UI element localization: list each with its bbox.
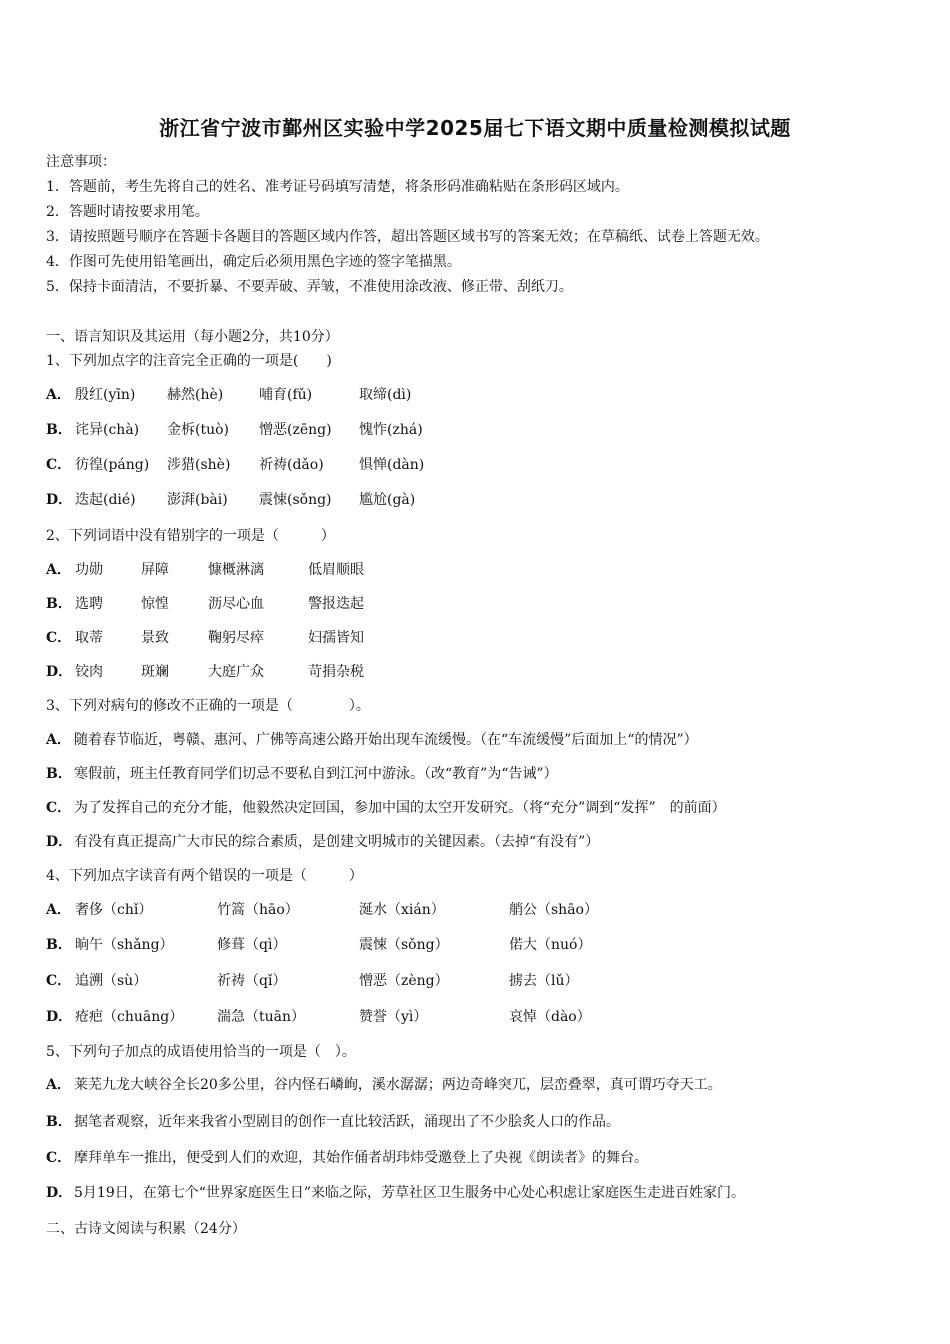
option-cell: 哀悼（dào） (509, 1009, 591, 1025)
option-cell: 大庭广众 (208, 664, 264, 680)
option-label: B． (46, 596, 72, 612)
option-cell: 惧惮(dàn) (359, 457, 425, 473)
question-stem: 1、下列加点字的注音完全正确的一项是( ) (46, 353, 332, 369)
option-cell: 掳去（lǔ） (509, 973, 579, 989)
option-cell: 涎水（xián） (359, 902, 445, 918)
option-cell: 尴尬(gà) (359, 492, 416, 508)
option-cell: 鞠躬尽瘁 (208, 630, 264, 646)
option-label: A． (46, 1077, 71, 1093)
option-label: C． (46, 457, 72, 473)
option-cell: 迭起(dié) (75, 492, 136, 508)
section-heading: 二、古诗文阅读与积累（24分） (46, 1221, 246, 1237)
option-cell: 诧异(chà) (75, 422, 140, 438)
option-text: 寒假前，班主任教育同学们切忌不要私自到江河中游泳。（改“教育”为“告诫”） (74, 766, 558, 782)
option-cell: 选聘 (75, 596, 103, 612)
option-cell: 疮疤（chuāng） (75, 1009, 184, 1025)
option-label: A． (46, 902, 71, 918)
notice-item: 2．答题时请按要求用笔。 (46, 204, 209, 220)
question-stem: 3、下列对病句的修改不正确的一项是（ ）。 (46, 698, 370, 714)
notice-item: 1．答题前，考生先将自己的姓名、准考证号码填写清楚，将条形码准确粘贴在条形码区域内。 (46, 179, 629, 195)
option-cell: 竹篙（hāo） (217, 902, 299, 918)
option-cell: 斑斓 (141, 664, 169, 680)
option-cell: 祈祷（qǐ） (217, 973, 287, 989)
option-cell: 功勋 (75, 562, 103, 578)
option-label: A． (46, 387, 71, 403)
option-cell: 憎恶(zēng) (259, 422, 332, 438)
option-text: 有没有真正提高广大市民的综合素质，是创建文明城市的关键因素。（去掉“有没有”） (74, 834, 600, 850)
option-label: C． (46, 800, 72, 816)
option-cell: 赞誉（yì） (359, 1009, 428, 1025)
option-text: 为了发挥自己的充分才能，他毅然决定回国，参加中国的太空开发研究。（将“充分”调到“发挥” 的前面） (74, 800, 726, 816)
option-label: B． (46, 937, 72, 953)
option-cell: 哺育(fǔ) (259, 387, 313, 403)
option-label: C． (46, 1150, 72, 1166)
option-cell: 取蒂 (75, 630, 103, 646)
option-label: B． (46, 766, 72, 782)
option-cell: 偌大（nuó） (509, 937, 592, 953)
option-cell: 低眉顺眼 (308, 562, 364, 578)
option-cell: 沥尽心血 (208, 596, 264, 612)
question-stem: 2、下列词语中没有错别字的一项是（ ） (46, 528, 335, 544)
option-cell: 湍急（tuān） (217, 1009, 306, 1025)
option-cell: 憎恶（zèng） (359, 973, 449, 989)
option-cell: 铰肉 (75, 664, 103, 680)
option-label: B． (46, 422, 72, 438)
option-cell: 金柝(tuò) (167, 422, 229, 438)
option-text: 摩拜单车一推出，便受到人们的欢迎，其始作俑者胡玮炜受邀登上了央视《朗读者》的舞台。 (74, 1150, 648, 1166)
option-label: C． (46, 630, 72, 646)
option-cell: 祈祷(dǎo) (259, 457, 324, 473)
option-cell: 涉猎(shè) (167, 457, 231, 473)
section-heading: 一、语言知识及其运用（每小题2分，共10分） (46, 329, 339, 345)
option-cell: 彷徨(páng) (75, 457, 150, 473)
notice-heading: 注意事项： (46, 154, 116, 170)
option-text: 随着春节临近，粤赣、惠河、广佛等高速公路开始出现车流缓慢。（在“车流缓慢”后面加上“的情况”） (74, 732, 698, 748)
option-cell: 奢侈（chǐ） (75, 902, 153, 918)
option-cell: 追溯（sù） (75, 973, 148, 989)
option-label: D． (46, 1185, 73, 1201)
option-label: D． (46, 492, 73, 508)
option-cell: 警报迭起 (308, 596, 364, 612)
question-stem: 5、下列句子加点的成语使用恰当的一项是（ ）。 (46, 1044, 356, 1060)
notice-item: 3．请按照题号顺序在答题卡各题目的答题区域内作答，超出答题区域书写的答案无效；在草稿纸、试卷上答题无效。 (46, 229, 769, 245)
option-label: A． (46, 562, 71, 578)
option-cell: 修葺（qì） (217, 937, 287, 953)
option-cell: 震悚（sǒng） (359, 937, 449, 953)
page-title: 浙江省宁波市鄞州区实验中学2025届七下语文期中质量检测模拟试题 (159, 116, 791, 140)
option-label: B． (46, 1114, 72, 1130)
question-stem: 4、下列加点字读音有两个错误的一项是（ ） (46, 868, 363, 884)
option-cell: 殷红(yīn) (75, 387, 136, 403)
option-cell: 晌午（shǎng） (75, 937, 174, 953)
option-cell: 取缔(dì) (359, 387, 412, 403)
option-cell: 屏障 (141, 562, 169, 578)
option-cell: 震悚(sǒng) (259, 492, 332, 508)
option-cell: 澎湃(bài) (167, 492, 228, 508)
option-cell: 苛捐杂税 (308, 664, 364, 680)
option-cell: 艄公（shāo） (509, 902, 598, 918)
option-label: C． (46, 973, 72, 989)
option-cell: 妇孺皆知 (308, 630, 364, 646)
option-label: D． (46, 1009, 73, 1025)
option-text: 5月19日，在第七个“世界家庭医生日”来临之际，芳草社区卫生服务中心处心积虑让家庭医生走进百姓家门。 (74, 1185, 746, 1201)
option-cell: 惊惶 (141, 596, 169, 612)
option-cell: 慷概淋漓 (208, 562, 264, 578)
notice-item: 4．作图可先使用铅笔画出，确定后必须用黑色字迹的签字笔描黑。 (46, 254, 461, 270)
notice-item: 5．保持卡面清洁，不要折暴、不要弄破、弄皱，不准使用涂改液、修正带、刮纸刀。 (46, 279, 573, 295)
option-cell: 景致 (141, 630, 169, 646)
option-text: 莱芜九龙大峡谷全长20多公里，谷内怪石嶙峋，溪水潺潺；两边奇峰突兀，层峦叠翠，真可谓巧夺天工。 (74, 1077, 722, 1093)
option-label: D． (46, 664, 73, 680)
option-text: 据笔者观察，近年来我省小型剧目的创作一直比较活跃，涌现出了不少脍炙人口的作品。 (74, 1114, 620, 1130)
option-cell: 赫然(hè) (167, 387, 224, 403)
option-cell: 愧怍(zhá) (359, 422, 423, 438)
option-label: D． (46, 834, 73, 850)
option-label: A． (46, 732, 71, 748)
